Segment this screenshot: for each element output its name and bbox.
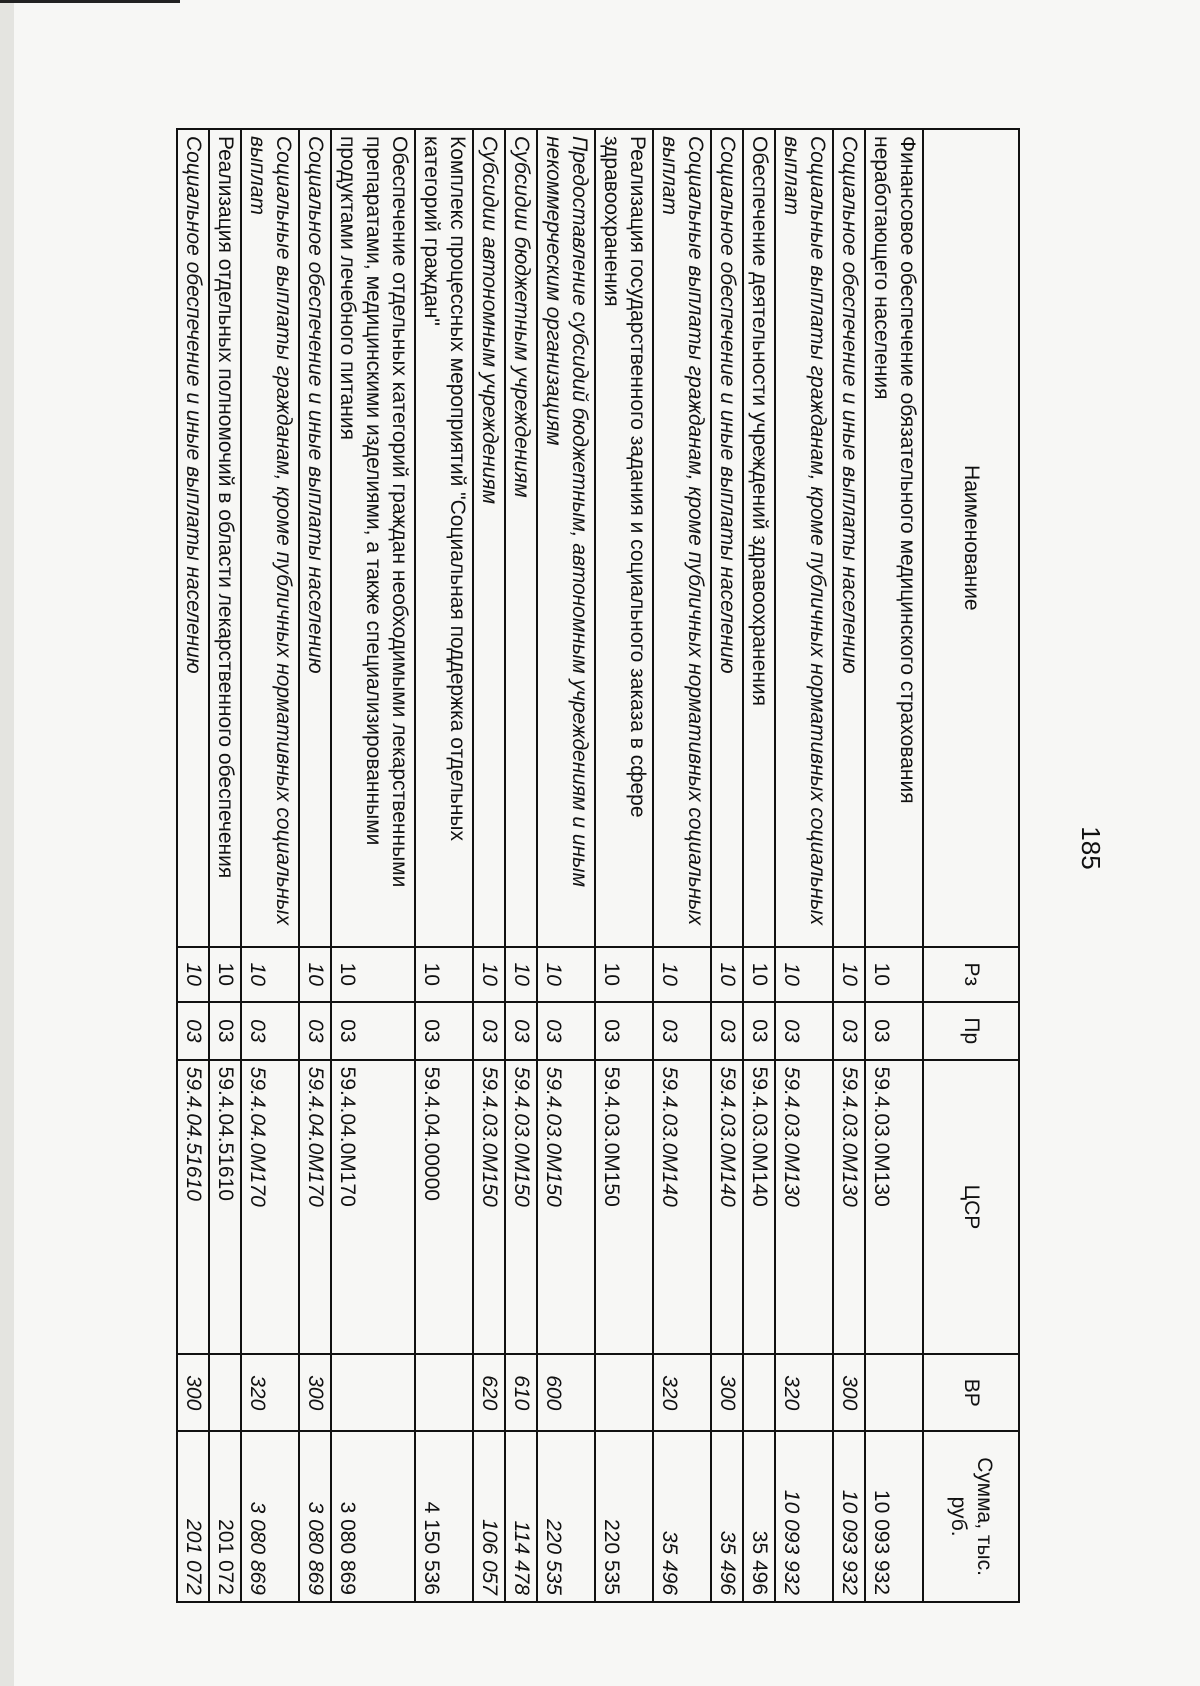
cell-pr: 03 [299,1002,331,1060]
cell-name: Предоставление субсидий бюджетным, автономным учреждениям и иным некоммерческим организациям [537,129,595,947]
cell-vr: 320 [241,1354,299,1431]
page-number: 185 [1076,826,1106,870]
cell-csr: 59.4.04.51610 [209,1060,241,1355]
header-csr: ЦСР [923,1060,1019,1355]
cell-rz: 10 [299,947,331,1002]
cell-csr: 59.4.04.0М170 [299,1060,331,1355]
cell-rz: 10 [177,947,209,1002]
cell-pr: 03 [473,1002,505,1060]
cell-sum: 201 072 [209,1431,241,1602]
table-row [653,129,711,1602]
cell-rz: 10 [711,947,743,1002]
cell-vr: 600 [537,1354,595,1431]
table-row [743,129,775,1602]
cell-vr: 300 [833,1354,865,1431]
cell-csr: 59.4.03.0М150 [505,1060,537,1355]
cell-sum: 4 150 536 [415,1431,473,1602]
cell-name: Обеспечение деятельности учреждений здравоохранения [743,129,775,947]
cell-name: Социальное обеспечение и иные выплаты населению [177,129,209,947]
table-row [209,129,241,1602]
cell-rz: 10 [653,947,711,1002]
cell-pr: 03 [743,1002,775,1060]
table-header-row [923,129,1019,1602]
cell-name: Социальные выплаты гражданам, кроме публичных нормативных социальных выплат [241,129,299,947]
scan-top-mark [0,0,180,3]
cell-sum: 114 478 [505,1431,537,1602]
cell-vr [209,1354,241,1431]
cell-name: Обеспечение отдельных категорий граждан необходимыми лекарственными препаратами, медицинскими изделиями, а также специализированными продуктами лечебного питания [331,129,415,947]
header-rz: Рз [923,947,1019,1002]
cell-name: Комплекс процессных мероприятий "Социальная поддержка отдельных категорий граждан" [415,129,473,947]
cell-name: Социальное обеспечение и иные выплаты населению [711,129,743,947]
cell-name: Реализация отдельных полномочий в области лекарственного обеспечения [209,129,241,947]
cell-vr [743,1354,775,1431]
cell-name: Субсидии бюджетным учреждениям [505,129,537,947]
cell-csr: 59.4.03.0М130 [865,1060,923,1355]
cell-vr: 320 [775,1354,833,1431]
table-row [505,129,537,1602]
table-row [331,129,415,1602]
cell-rz: 10 [865,947,923,1002]
cell-name: Субсидии автономным учреждениям [473,129,505,947]
cell-pr: 03 [711,1002,743,1060]
table-row [177,129,209,1602]
header-vr: ВР [923,1354,1019,1431]
cell-rz: 10 [505,947,537,1002]
cell-csr: 59.4.03.0М140 [653,1060,711,1355]
cell-sum: 10 093 932 [775,1431,833,1602]
cell-csr: 59.4.03.0М150 [537,1060,595,1355]
document-page [182,128,1106,1603]
cell-vr: 620 [473,1354,505,1431]
cell-pr: 03 [505,1002,537,1060]
table-row [865,129,923,1602]
cell-pr: 03 [653,1002,711,1060]
header-pr: Пр [923,1002,1019,1060]
cell-vr: 610 [505,1354,537,1431]
cell-csr: 59.4.03.0М130 [833,1060,865,1355]
cell-name: Социальные выплаты гражданам, кроме публичных нормативных социальных выплат [653,129,711,947]
cell-vr: 300 [711,1354,743,1431]
cell-pr: 03 [865,1002,923,1060]
cell-csr: 59.4.04.51610 [177,1060,209,1355]
cell-pr: 03 [833,1002,865,1060]
cell-rz: 10 [743,947,775,1002]
cell-sum: 35 496 [711,1431,743,1602]
cell-csr: 59.4.04.00000 [415,1060,473,1355]
cell-vr [415,1354,473,1431]
table-row [775,129,833,1602]
cell-sum: 106 057 [473,1431,505,1602]
cell-pr: 03 [209,1002,241,1060]
header-name: Наименование [923,129,1019,947]
table-row [537,129,595,1602]
cell-rz: 10 [209,947,241,1002]
cell-vr [331,1354,415,1431]
cell-sum: 201 072 [177,1431,209,1602]
cell-vr: 300 [299,1354,331,1431]
cell-csr: 59.4.04.0М170 [241,1060,299,1355]
cell-sum: 35 496 [743,1431,775,1602]
cell-name: Реализация государственного задания и социального заказа в сфере здравоохранения [595,129,653,947]
cell-csr: 59.4.03.0М150 [473,1060,505,1355]
cell-name: Социальное обеспечение и иные выплаты населению [299,129,331,947]
table-row [473,129,505,1602]
cell-pr: 03 [537,1002,595,1060]
cell-name: Финансовое обеспечение обязательного медицинского страхования неработающего населения [865,129,923,947]
cell-rz: 10 [595,947,653,1002]
cell-csr: 59.4.03.0М130 [775,1060,833,1355]
cell-pr: 03 [415,1002,473,1060]
cell-sum: 220 535 [537,1431,595,1602]
cell-pr: 03 [241,1002,299,1060]
cell-csr: 59.4.03.0М150 [595,1060,653,1355]
cell-sum: 220 535 [595,1431,653,1602]
table-row [711,129,743,1602]
cell-rz: 10 [775,947,833,1002]
cell-rz: 10 [331,947,415,1002]
cell-csr: 59.4.04.0М170 [331,1060,415,1355]
cell-sum: 3 080 869 [331,1431,415,1602]
cell-name: Социальные выплаты гражданам, кроме публичных нормативных социальных выплат [775,129,833,947]
budget-table [176,128,1020,1603]
cell-rz: 10 [833,947,865,1002]
cell-pr: 03 [177,1002,209,1060]
cell-pr: 03 [775,1002,833,1060]
table-row [833,129,865,1602]
cell-vr: 300 [177,1354,209,1431]
cell-name: Социальное обеспечение и иные выплаты населению [833,129,865,947]
cell-sum: 35 496 [653,1431,711,1602]
cell-csr: 59.4.03.0М140 [711,1060,743,1355]
table-row [595,129,653,1602]
cell-csr: 59.4.03.0М140 [743,1060,775,1355]
table-row [415,129,473,1602]
table-row [241,129,299,1602]
cell-sum: 10 093 932 [833,1431,865,1602]
cell-pr: 03 [331,1002,415,1060]
cell-rz: 10 [241,947,299,1002]
cell-sum: 10 093 932 [865,1431,923,1602]
cell-rz: 10 [537,947,595,1002]
header-sum: Сумма, тыс. руб. [923,1431,1019,1602]
cell-pr: 03 [595,1002,653,1060]
table-row [299,129,331,1602]
cell-sum: 3 080 869 [299,1431,331,1602]
cell-rz: 10 [415,947,473,1002]
scan-edge [0,0,14,1686]
cell-vr [595,1354,653,1431]
cell-rz: 10 [473,947,505,1002]
cell-vr: 320 [653,1354,711,1431]
cell-sum: 3 080 869 [241,1431,299,1602]
cell-vr [865,1354,923,1431]
